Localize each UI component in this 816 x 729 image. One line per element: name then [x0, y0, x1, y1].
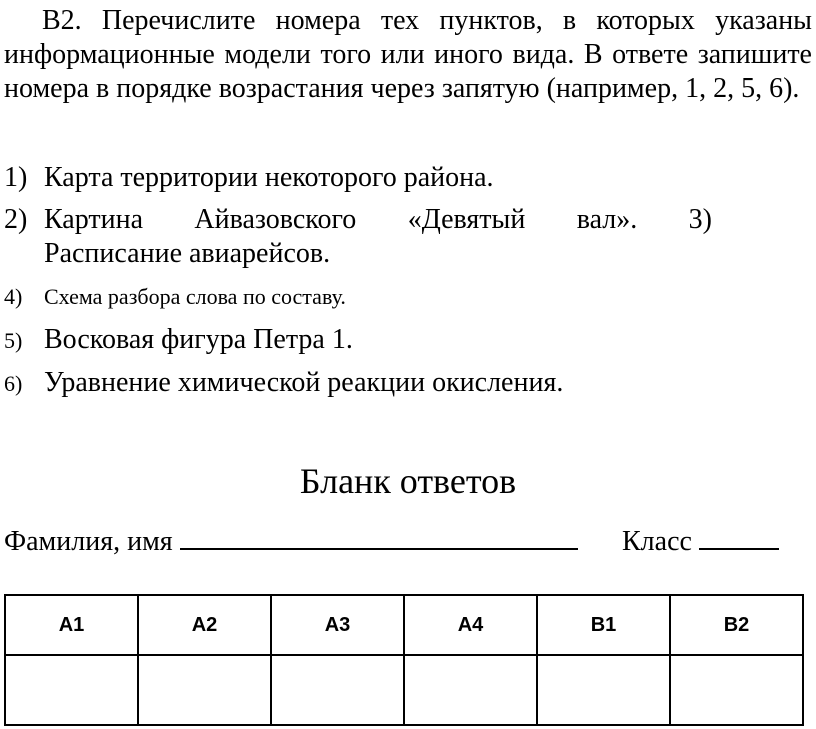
- class-line[interactable]: [699, 524, 779, 550]
- answer-sheet-title: Бланк ответов: [299, 461, 517, 501]
- table-header-row: [5, 595, 803, 655]
- name-field: [4, 524, 578, 559]
- item-text: Восковая фигура Петра 1.: [44, 324, 353, 355]
- item-text: Схема разбора слова по составу.: [44, 284, 346, 309]
- list-item: [4, 203, 712, 271]
- item-number: 6): [4, 371, 23, 396]
- list-item: [4, 161, 494, 195]
- item-text-word: вал».: [576, 204, 638, 235]
- item-number: 2): [4, 204, 28, 235]
- list-item: [4, 366, 563, 401]
- answer-cell[interactable]: [138, 655, 271, 725]
- column-header: А4: [404, 595, 537, 655]
- column-header: А1: [5, 595, 138, 655]
- class-field: [622, 524, 779, 559]
- item-text: Карта территории некоторого района.: [44, 162, 494, 193]
- answer-cell[interactable]: [5, 655, 138, 725]
- item-text-word: Айвазовского: [194, 204, 357, 235]
- class-label: Класс: [622, 526, 692, 557]
- item-number: 4): [4, 284, 23, 309]
- column-header: А3: [271, 595, 404, 655]
- answer-cell[interactable]: [271, 655, 404, 725]
- question-text: [4, 4, 812, 106]
- table-row: [5, 655, 803, 725]
- item-text: Уравнение химической реакции окисления.: [44, 367, 564, 398]
- list-item: [4, 323, 353, 358]
- name-line[interactable]: [180, 524, 578, 550]
- item-number: 3): [688, 204, 712, 235]
- item-number: 1): [4, 162, 28, 193]
- item-text-word: Картина: [44, 204, 143, 235]
- answer-cell[interactable]: [670, 655, 803, 725]
- answer-cell[interactable]: [404, 655, 537, 725]
- item-text: Расписание авиарейсов.: [44, 238, 331, 269]
- item-text-word: «Девятый: [407, 204, 526, 235]
- name-label: Фамилия, имя: [4, 526, 173, 557]
- column-header: В2: [670, 595, 803, 655]
- answer-table: [4, 594, 804, 726]
- item-number: 5): [4, 328, 23, 353]
- question-body: В2. Перечислите номера тех пунктов, в которых указаны информационные модели того или иного вида. В ответе запишите номера в порядке возрастания через запятую (например, 1, 2, 5, 6).: [4, 5, 812, 104]
- column-header: А2: [138, 595, 271, 655]
- list-item: [4, 282, 346, 312]
- answer-cell[interactable]: [537, 655, 670, 725]
- column-header: В1: [537, 595, 670, 655]
